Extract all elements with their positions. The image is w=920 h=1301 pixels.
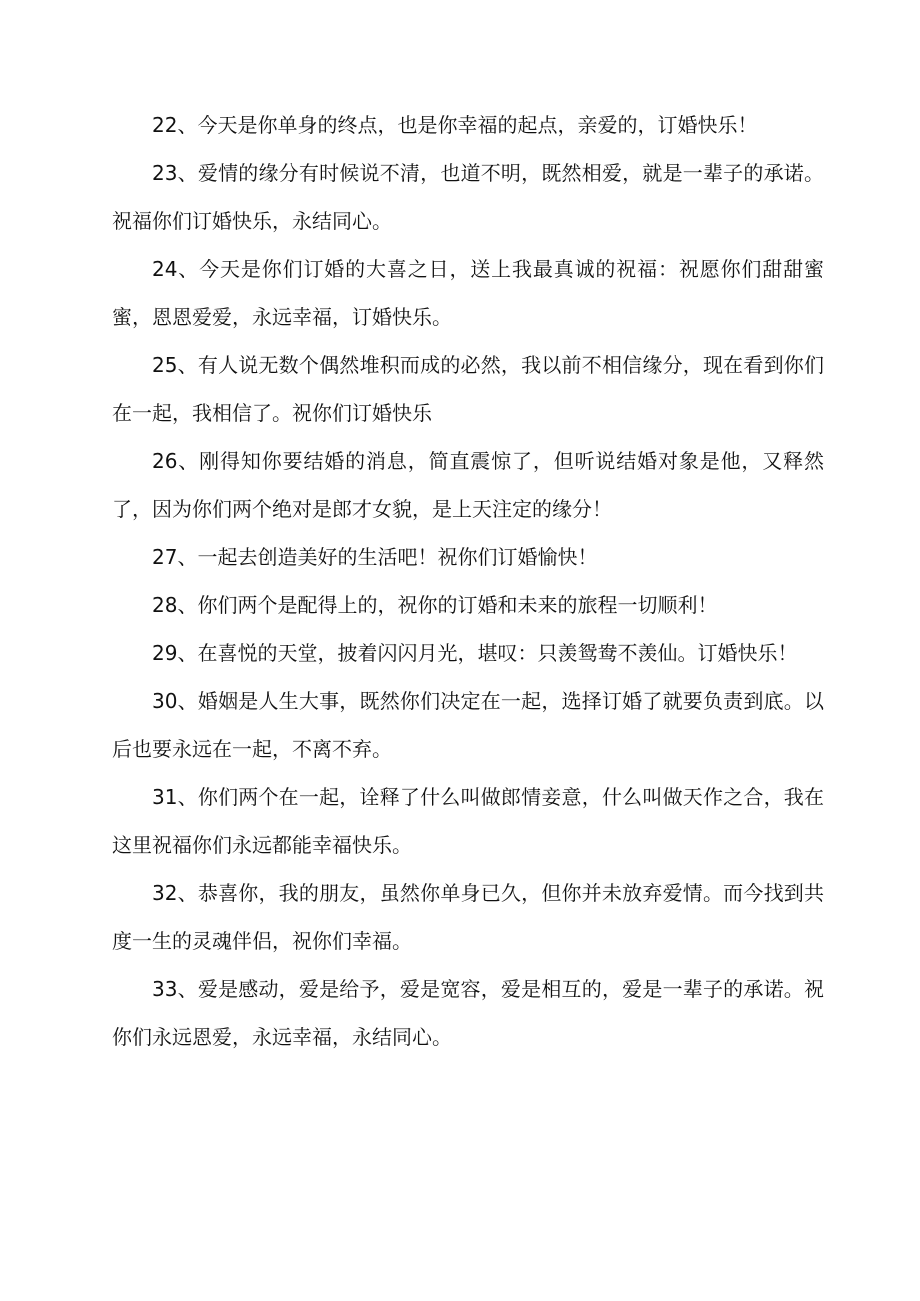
paragraph-31: 31、你们两个在一起，诠释了什么叫做郎情妾意，什么叫做天作之合，我在这里祝福你们永远都能幸福快乐。 bbox=[112, 785, 824, 857]
paragraph-25: 25、有人说无数个偶然堆积而成的必然，我以前不相信缘分，现在看到你们在一起，我相信了。祝你们订婚快乐 bbox=[112, 353, 824, 425]
document-body bbox=[112, 101, 824, 1061]
paragraph-24: 24、今天是你们订婚的大喜之日，送上我最真诚的祝福：祝愿你们甜甜蜜蜜，恩恩爱爱，永远幸福，订婚快乐。 bbox=[112, 257, 824, 329]
paragraph-32: 32、恭喜你，我的朋友，虽然你单身已久，但你并未放弃爱情。而今找到共度一生的灵魂伴侣，祝你们幸福。 bbox=[112, 881, 824, 953]
paragraph-33: 33、爱是感动，爱是给予，爱是宽容，爱是相互的，爱是一辈子的承诺。祝你们永远恩爱，永远幸福，永结同心。 bbox=[112, 977, 824, 1049]
paragraph-23: 23、爱情的缘分有时候说不清，也道不明，既然相爱，就是一辈子的承诺。祝福你们订婚快乐，永结同心。 bbox=[112, 161, 824, 233]
paragraph-30: 30、婚姻是人生大事，既然你们决定在一起，选择订婚了就要负责到底。以后也要永远在一起，不离不弃。 bbox=[112, 689, 824, 761]
paragraph-26: 26、刚得知你要结婚的消息，简直震惊了，但听说结婚对象是他，又释然了，因为你们两个绝对是郎才女貌，是上天注定的缘分！ bbox=[112, 449, 824, 521]
paragraph-22: 22、今天是你单身的终点，也是你幸福的起点，亲爱的，订婚快乐！ bbox=[152, 113, 758, 137]
paragraph-28: 28、你们两个是配得上的，祝你的订婚和未来的旅程一切顺利！ bbox=[152, 593, 718, 617]
paragraph-29: 29、在喜悦的天堂，披着闪闪月光，堪叹：只羡鸳鸯不羡仙。订婚快乐！ bbox=[152, 641, 798, 665]
paragraph-27: 27、一起去创造美好的生活吧！祝你们订婚愉快！ bbox=[152, 545, 598, 569]
